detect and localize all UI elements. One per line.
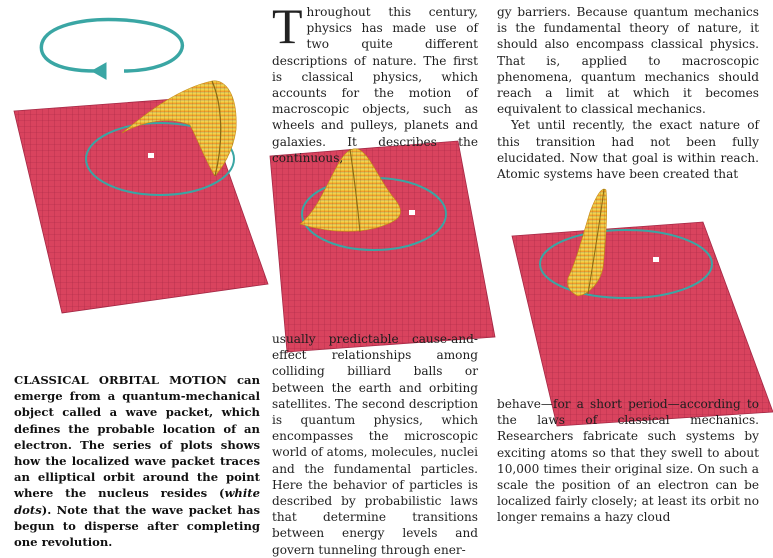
- article-column-2-top: [497, 4, 759, 182]
- figure-caption: [14, 372, 260, 550]
- article-column-1-bottom: [272, 331, 478, 558]
- drop-cap: T: [272, 0, 303, 54]
- article-paragraph: usually predictable cause-and-effect relationships among colliding billiard balls or between the earth and orbiting satellites. The second description is quantum physics, which encompasses the microscopic world of atoms, molecules, nuclei and the fundamental particles. Here the behavior of particles is described by probabilistic laws that determine transitions between energy levels and govern tunneling through ener-: [272, 332, 478, 557]
- article-paragraph: Yet until recently, the exact nature of this transition had not been fully elucidated. Now that goal is within reach. Atomic systems have been created that: [497, 118, 759, 182]
- caption-text: can emerge from a quantum-mechanical object called a wave packet, which defines the probable location of an electron. The series of plots shows how the localized wave packet traces an elliptical orbit around the point where the nucleus resides (: [14, 373, 260, 501]
- caption-lead: CLASSICAL ORBITAL MOTION: [14, 373, 227, 387]
- article-paragraph: gy barriers. Because quantum mechanics is the fundamental theory of nature, it should also encompass classical physics. That is, applied to macroscopic phenomena, quantum mechanics should reach a limit at which it becomes equivalent to classical mechanics.: [497, 5, 759, 117]
- direction-arrow-icon: [92, 63, 106, 79]
- plot-panel-1: [14, 81, 268, 313]
- orbit-direction-indicator: [41, 19, 182, 79]
- article-column-1-top: [272, 0, 478, 166]
- caption-text-end: ). Note that the wave packet has begun to disperse after completing one revolution.: [14, 502, 260, 550]
- nucleus-dot-3: [653, 257, 659, 262]
- plot-panel-3: [512, 189, 773, 426]
- article-column-2-bottom: [497, 396, 759, 525]
- plot-panel-2: [270, 141, 495, 352]
- caption-emphasis: white dots: [14, 486, 260, 517]
- plot-plane-2: [270, 141, 495, 352]
- article-paragraph: behave—for a short period—according to the laws of classical mechanics. Researchers fabricate such systems by exciting atoms so that they swell to about 10,000 times their original size. On such a scale the position of an electron can be localized fairly closely; at least its orbit no longer remains a hazy cloud: [497, 397, 759, 525]
- article-column-1-top-text: hroughout this century, physics has made use of two quite different descriptions of nature. The first is classical physics, which accounts for the motion of macroscopic objects, such as wheels and pulleys, planets and galaxies. It describes the continuous,: [272, 5, 478, 165]
- nucleus-dot-1: [148, 153, 154, 158]
- nucleus-dot-2: [409, 210, 415, 215]
